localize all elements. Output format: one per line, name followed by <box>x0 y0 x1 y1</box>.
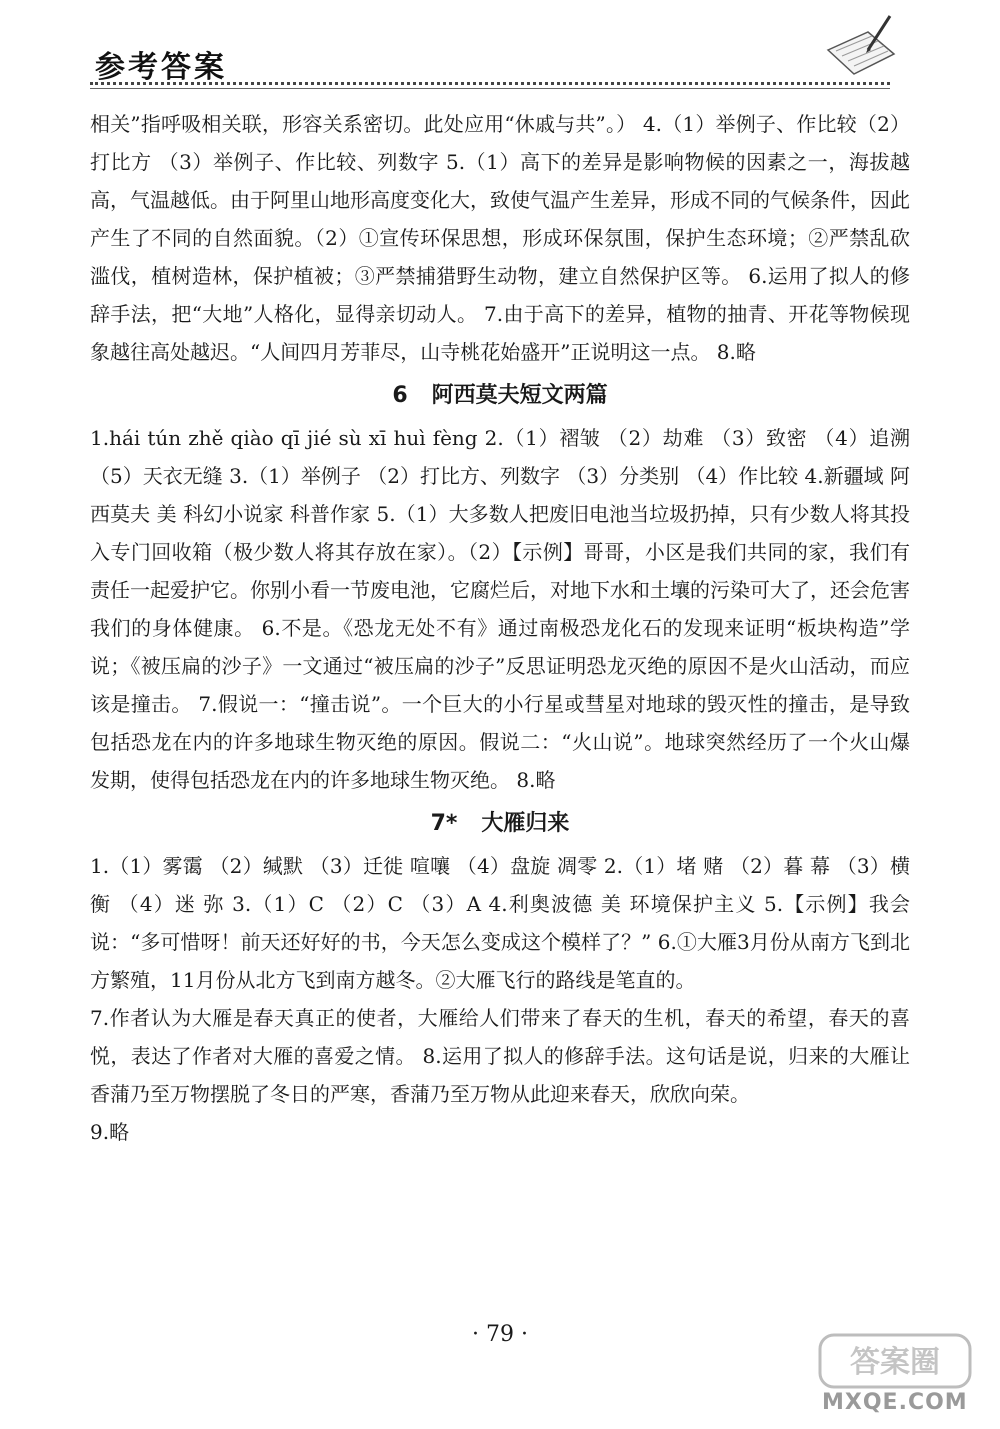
svg-text:答案圈: 答案圈 <box>850 1345 940 1380</box>
section-number: 7* <box>430 811 458 836</box>
watermark-text: MXQE.COM <box>822 1390 968 1415</box>
answer-paragraph: 9.略 <box>90 1120 130 1144</box>
section-number: 6 <box>392 383 408 408</box>
header-divider <box>90 82 890 85</box>
section-heading: 阿西莫夫短文两篇 <box>431 383 608 408</box>
page-number: · 79 · <box>472 1322 528 1347</box>
header-title: 参考答案 <box>95 50 227 85</box>
section-heading: 大雁归来 <box>481 811 570 836</box>
answer-paragraph: 相关”指呼吸相关联，形容关系密切。此处应用“休戚与共”。） 4.（1）举例子、作比较（2）打比方 （3）举例子、作比较、列数字 5.（1）高下的差异是影响物候的因素之一，海拔越高，气温越低。由于阿里山地形高度变化大，致使气温产生差异，形成不同的气候条件，因此产生了不同的自然面貌。（2）①宣传环保思想，形成环保氛围，保护生态环境；②严禁乱砍滥伐，植树造林，保护植被；③严禁捕猎野生动物，建立自然保护区等。 6.运用了拟人的修辞手法，把“大地”人格化，显得亲切动人。 7.由于高下的差异，植物的抽青、开花等物候现象越往高处越迟。“人间四月芳菲尽，山寺桃花始盛开”正说明这一点。 8.略 <box>90 112 910 364</box>
answer-paragraph: 1.（1）雾霭 （2）缄默 （3）迁徙 喧嚷 （4）盘旋 凋零 2.（1）堵 赌 （2）暮 幕 （3）横 衡 （4）迷 弥 3.（1）C （2）C （3）A 4.利奥波德 美 环境保护主义 5.【示例】我会说：“多可惜呀！前天还好好的书，今天怎么变成这个模样了？” 6.①大雁3月份从南方飞到北方繁殖，11月份从北方飞到南方越冬。②大雁飞行的路线是笔直的。 <box>90 854 910 992</box>
header-divider-line <box>90 88 890 89</box>
section-title <box>90 807 910 841</box>
answer-paragraph: 7.作者认为大雁是春天真正的使者，大雁给人们带来了春天的生机，春天的希望，春天的喜悦，表达了作者对大雁的喜爱之情。 8.运用了拟人的修辞手法。这句话是说，归来的大雁让香蒲乃至万物摆脱了冬日的严寒，香蒲乃至万物从此迎来春天，欣欣向荣。 <box>90 1006 910 1106</box>
answer-paragraph: 1.hái tún zhě qiào qī jié sù xī huì fèng 2.（1）褶皱 （2）劫难 （3）致密 （4）追溯 （5）天衣无缝 3.（1）举例子 （2）打比方、列数字 （3）分类别 （4）作比较 4.新疆域 阿西莫夫 美 科幻小说家 科普作家 5.（1）大多数人把废旧电池当垃圾扔掉，只有少数人将其投入专门回收箱（极少数人将其存放在家）。（2）【示例】哥哥，小区是我们共同的家，我们有责任一起爱护它。你别小看一节废电池，它腐烂后，对地下水和土壤的污染可大了，还会危害我们的身体健康。 6.不是。《恐龙无处不有》通过南极恐龙化石的发现来证明“板块构造”学说；《被压扁的沙子》一文通过“被压扁的沙子”反思证明恐龙灭绝的原因不是火山活动，而应该是撞击。 7.假说一：“撞击说”。一个巨大的小行星或彗星对地球的毁灭性的撞击，是导致包括恐龙在内的许多地球生物灭绝的原因。假说二：“火山说”。地球突然经历了一个火山爆发期，使得包括恐龙在内的许多地球生物灭绝。 8.略 <box>90 426 910 792</box>
answer-content <box>90 105 910 1151</box>
page-header <box>0 0 1000 110</box>
notebook-pen-icon <box>820 10 900 80</box>
section-title <box>90 379 910 413</box>
